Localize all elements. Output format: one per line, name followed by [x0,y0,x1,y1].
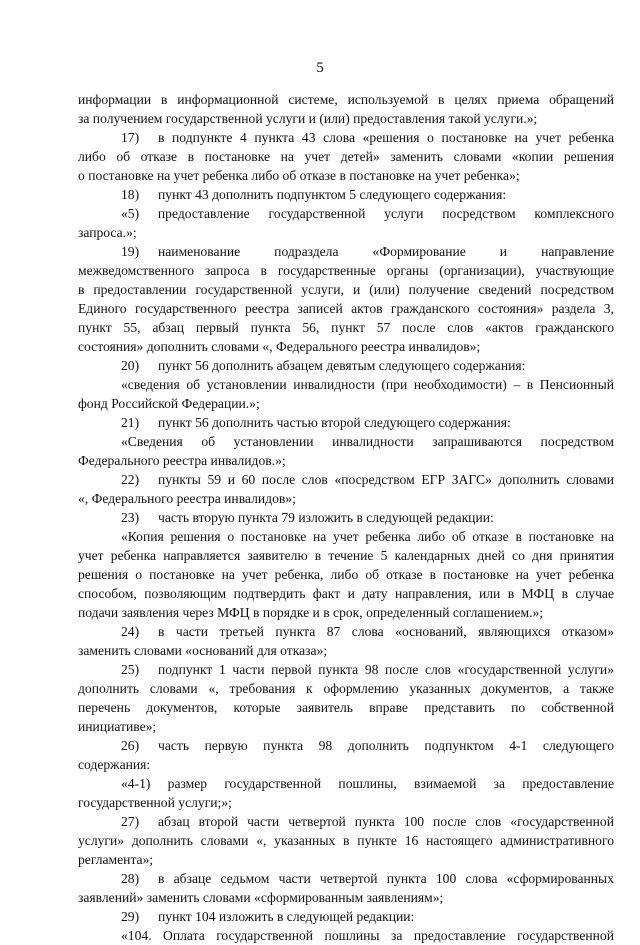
numbered-paragraph-line [78,736,614,755]
item-number: 22) [121,472,140,487]
line-text: «Копия решения о постановке на учет ребенка либо об отказе в постановке на [121,529,614,544]
item-number: 28) [121,871,140,886]
line-text: способом, позволяющим подтвердить факт и дату направления, или в МФЦ в случае [78,586,614,601]
line-text: пункт 55, абзац первый пункта 56, пункт 57 после слов «актов гражданского [78,320,614,335]
text-line [78,337,614,356]
line-text: «сведения об установлении инвалидности (при необходимости) – в Пенсионный [121,377,614,392]
line-text: инициативе»; [78,719,157,734]
item-number: 19) [121,244,140,259]
text-line [78,774,614,793]
text-line [78,261,614,280]
text-line [78,641,614,660]
line-text: учет ребенка направляется заявителю в течение 5 календарных дней со дня принятия [78,548,614,563]
line-text: в подпункте 4 пункта 43 слова «решения о постановке на учет ребенка [158,130,614,145]
line-text: дополнить словами «, требования к оформлению указанных документов, а также [78,681,614,696]
line-text: перечень документов, которые заявитель вправе представить по собственной [78,700,614,715]
item-number: 18) [121,187,140,202]
line-text: пункт 56 дополнить абзацем девятым следующего содержания: [158,358,526,373]
line-text: подачи заявления через МФЦ в порядке и в срок, определенный соглашением.»; [78,605,544,620]
line-text: за получением государственной услуги и (или) предоставления такой услуги.»; [78,111,538,126]
line-text: подпункт 1 части первой пункта 98 после слов «государственной услуги» [158,662,614,677]
line-text: запроса.»; [78,225,137,240]
line-text: регламента»; [78,852,154,867]
numbered-paragraph-line [78,242,614,261]
line-text: состояния» дополнить словами «, Федерального реестра инвалидов»; [78,339,481,354]
numbered-paragraph-line [78,356,614,375]
line-text: часть вторую пункта 79 изложить в следующей редакции: [158,510,494,525]
item-number: 20) [121,358,140,373]
text-line [78,299,614,318]
text-line [78,565,614,584]
line-text: заявлений» заменить словами «сформированным заявлениям»; [78,890,444,905]
line-text: содержания: [78,757,151,772]
numbered-paragraph-line [78,185,614,204]
line-text: услуги» дополнить словами «, указанных в пункте 16 настоящего административного [78,833,614,848]
line-text: фонд Российской Федерации.»; [78,396,260,411]
line-text: наименование подраздела «Формирование и направление [158,244,614,259]
text-line [78,755,614,774]
text-line [78,527,614,546]
numbered-paragraph-line [78,869,614,888]
text-line [78,318,614,337]
text-line [78,888,614,907]
item-number: 24) [121,624,140,639]
text-line [78,204,614,223]
page-number: 5 [316,60,324,76]
item-number: 27) [121,814,140,829]
line-text: либо об отказе в постановке на учет детей» заменить словами «копии решения [78,149,614,164]
line-text: пункты 59 и 60 после слов «посредством ЕГР ЗАГС» дополнить словами [158,472,614,487]
text-line [78,850,614,869]
item-number: 29) [121,909,140,924]
line-text: пункт 104 изложить в следующей редакции: [158,909,415,924]
text-line [78,546,614,565]
numbered-paragraph-line [78,660,614,679]
item-number: 17) [121,130,140,145]
text-line [78,432,614,451]
line-text: абзац второй части четвертой пункта 100 после слов «государственной [158,814,614,829]
numbered-paragraph-line [78,470,614,489]
text-line [78,223,614,242]
numbered-paragraph-line [78,508,614,527]
line-text: Единого государственного реестра записей актов гражданского состояния» раздела 3, [78,301,614,316]
line-text: решения о постановке на учет ребенка, либо об отказе в постановке на учет ребенка [78,567,614,582]
document-body [78,90,614,945]
line-text: в абзаце седьмом части четвертой пункта 100 слова «сформированных [158,871,614,886]
text-line [78,717,614,736]
line-text: пункт 56 дополнить частью второй следующего содержания: [158,415,511,430]
text-line [78,603,614,622]
text-line [78,584,614,603]
text-line [78,280,614,299]
numbered-paragraph-line [78,413,614,432]
line-text: «104. Оплата государственной пошлины за предоставление государственной [121,928,614,943]
line-text: «5) предоставление государственной услуги посредством комплексного [121,206,614,221]
numbered-paragraph-line [78,907,614,926]
text-line [78,375,614,394]
line-text: информации в информационной системе, используемой в целях приема обращений [78,92,614,107]
line-text: в предоставлении государственной услуги, и (или) получение сведений посредством [78,282,614,297]
item-number: 26) [121,738,140,753]
item-number: 25) [121,662,140,677]
text-line [78,489,614,508]
text-line [78,109,614,128]
text-line [78,147,614,166]
numbered-paragraph-line [78,128,614,147]
item-number: 23) [121,510,140,525]
text-line [78,831,614,850]
numbered-paragraph-line [78,622,614,641]
line-text: Федерального реестра инвалидов.»; [78,453,286,468]
line-text: государственной услуги;»; [78,795,232,810]
numbered-paragraph-line [78,812,614,831]
line-text: «, Федерального реестра инвалидов»; [78,491,296,506]
text-line [78,793,614,812]
line-text: «4-1) размер государственной пошлины, взимаемой за предоставление [121,776,614,791]
item-number: 21) [121,415,140,430]
text-line [78,698,614,717]
line-text: в части третьей пункта 87 слова «оснований, являющихся отказом» [158,624,614,639]
text-line [78,679,614,698]
line-text: межведомственного запроса в государственные органы (организации), участвующие [78,263,614,278]
text-line [78,451,614,470]
line-text: «Сведения об установлении инвалидности запрашиваются посредством [121,434,614,449]
text-line [78,90,614,109]
line-text: часть первую пункта 98 дополнить подпунктом 4-1 следующего [158,738,614,753]
text-line [78,926,614,945]
text-line [78,166,614,185]
line-text: заменить словами «оснований для отказа»; [78,643,328,658]
line-text: о постановке на учет ребенка либо об отказе в постановке на учет ребенка»; [78,168,520,183]
text-line [78,394,614,413]
line-text: пункт 43 дополнить подпунктом 5 следующего содержания: [158,187,507,202]
